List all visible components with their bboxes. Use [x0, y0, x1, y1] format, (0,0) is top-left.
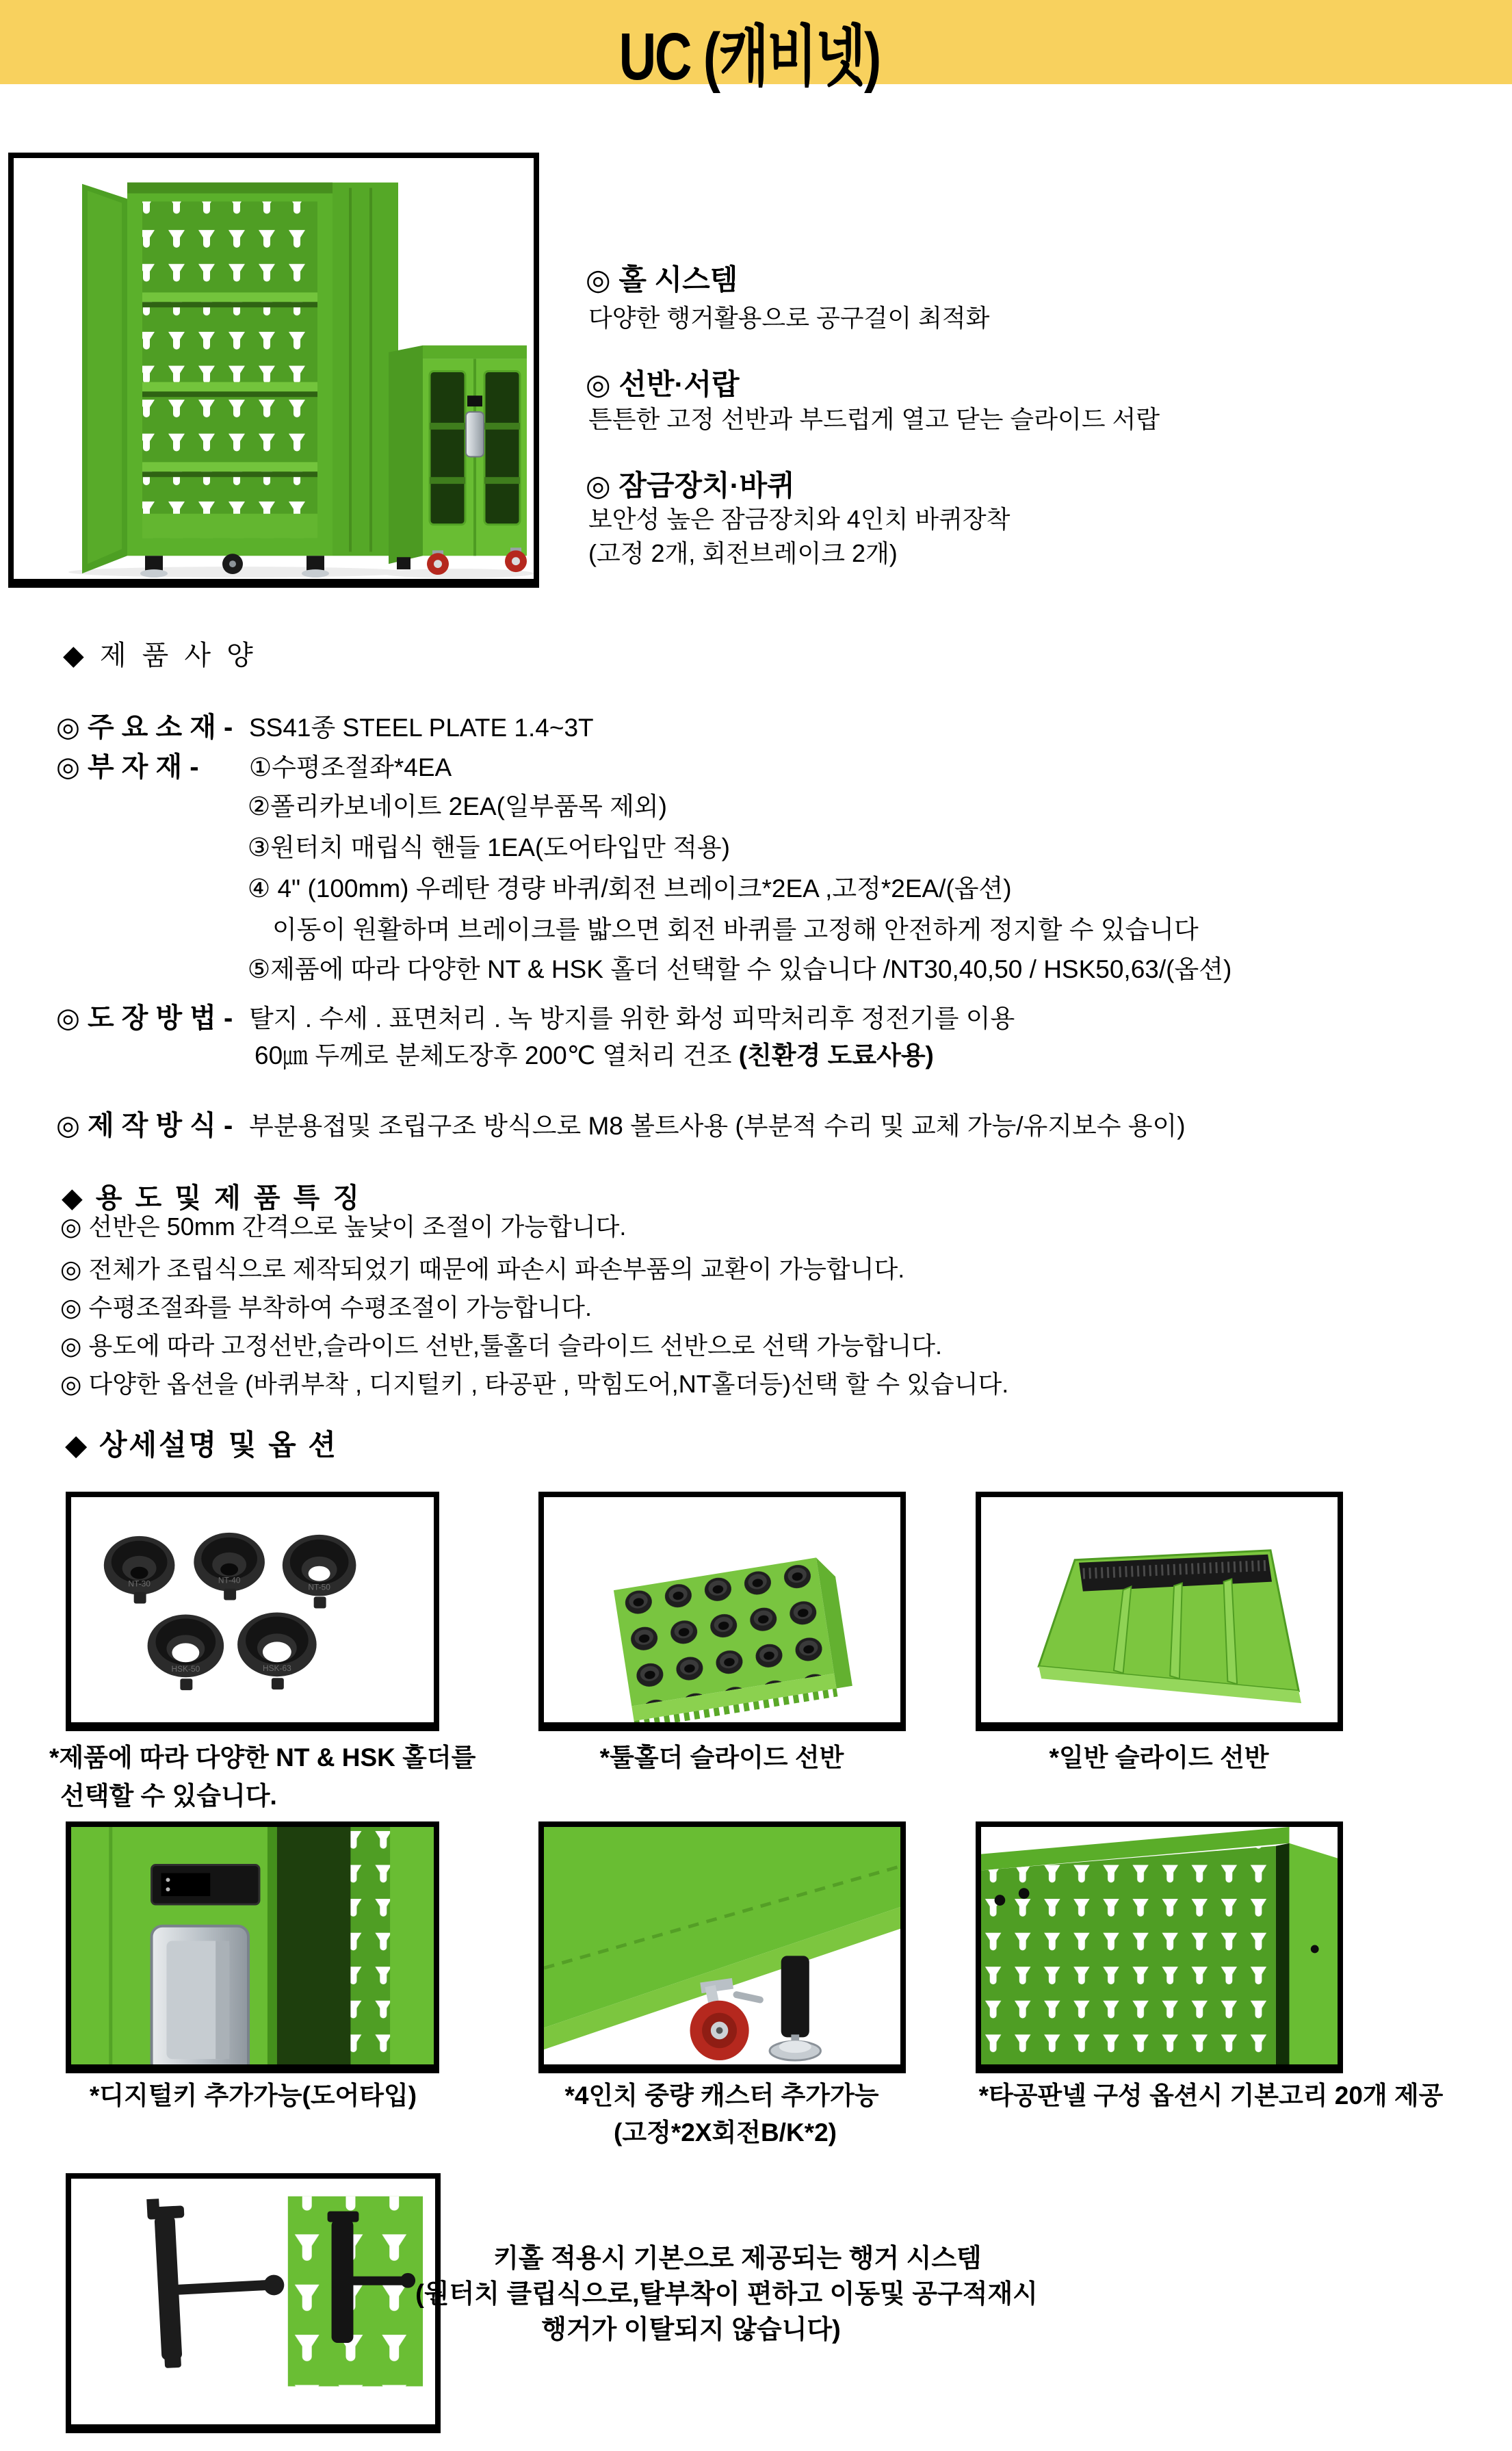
cabinet-illustration [14, 158, 534, 579]
hanger-text-line1: 키홀 적용시 기본으로 제공되는 행거 시스템 [493, 2244, 982, 2273]
tall-cabinet-illustration [68, 183, 410, 578]
nt-hsk-holders-illustration [71, 1497, 434, 1722]
main-product-image [8, 153, 539, 588]
spec-paint-line1: 탈지 . 수세 . 표면처리 . 녹 방지를 위한 화성 피막처리후 정전기를 이용 [249, 1004, 1015, 1033]
feature-title-lock-wheel: ◎ 잠금장치·바퀴 [586, 469, 795, 502]
spec-parts-item4b: 이동이 원활하며 브레이크를 밟으면 회전 바퀴를 고정해 안전하게 정지할 수 있습니다 [272, 916, 1199, 944]
keypad [152, 1865, 259, 1905]
feature-line: (고정 2개, 회전브레이크 2개) [588, 539, 898, 567]
spec-material-label: ◎ 주 요 소 재 - [56, 712, 233, 742]
spec-parts-label: ◎ 부 자 재 - [56, 752, 199, 782]
spec-parts-item1: ①수평조절좌*4EA [249, 753, 452, 781]
holder-label-nt40: NT-40 [218, 1575, 241, 1585]
holder-label-hsk63: HSK-63 [262, 1663, 291, 1674]
option-image-general-slide-shelf [976, 1492, 1343, 1731]
usage-bullet-4: ◎ 용도에 따라 고정선반,슬라이드 선반,툴홀더 슬라이드 선반으로 선택 가능합니다. [60, 1332, 943, 1360]
usage-bullet-2: ◎ 전체가 조립식으로 제작되었기 때문에 파손시 파손부품의 교환이 가능합니다. [60, 1255, 905, 1283]
spec-method-value: 부분용접및 조립구조 방식으로 M8 볼트사용 (부분적 수리 및 교체 가능/유지보수 용이) [249, 1112, 1186, 1140]
holder-label-nt30: NT-30 [128, 1579, 151, 1589]
caption-pegboard: *타공판넬 구성 옵션시 기본고리 20개 제공 [978, 2082, 1444, 2110]
page-title: UC (캐비넷) [618, 19, 880, 94]
toolholder-shelf-illustration [544, 1497, 900, 1722]
title-banner [0, 0, 1512, 94]
pegboard-panel-illustration [981, 1827, 1338, 2064]
caption-toolholder-shelf: *툴홀더 슬라이드 선반 [599, 1743, 844, 1772]
hanger-text-line2: (원터치 클립식으로,탈부착이 편하고 이동및 공구적재시 [415, 2280, 1038, 2309]
option-image-nt-hsk-holders [66, 1492, 439, 1731]
spec-paint-line2-bold: (친환경 도료사용) [738, 1041, 934, 1069]
holder-label-hsk50: HSK-50 [171, 1664, 200, 1674]
caption-nt-hsk-line1: *제품에 따라 다양한 NT & HSK 홀더를 [49, 1743, 476, 1772]
hanger-text-line3: 행거가 이탈되지 않습니다) [541, 2316, 841, 2344]
spec-parts-item2: ②폴리카보네이트 2EA(일부품목 제외) [248, 792, 667, 820]
option-image-toolholder-slide-shelf [538, 1492, 906, 1731]
feature-title-hole-system: ◎ 홀 시스템 [586, 263, 738, 296]
digital-key-illustration [71, 1827, 434, 2064]
general-shelf-illustration [981, 1497, 1338, 1722]
spec-parts-item3: ③원터치 매립식 핸들 1EA(도어타입만 적용) [248, 833, 730, 861]
options-heading: ◆ 상세설명 및 옵 션 [65, 1429, 338, 1461]
spec-method-label: ◎ 제 작 방 식 - [56, 1111, 233, 1141]
spec-material-value: SS41종 STEEL PLATE 1.4~3T [249, 714, 594, 742]
usage-bullet-1: ◎ 선반은 50mm 간격으로 높낮이 조절이 가능합니다. [60, 1212, 627, 1241]
usage-heading: ◆ 용 도 및 제 품 특 징 [62, 1183, 363, 1213]
spec-material-row [56, 712, 594, 743]
caster-illustration [544, 1827, 900, 2064]
spec-heading: ◆ 제 품 사 양 [63, 640, 257, 671]
usage-bullet-3: ◎ 수평조절좌를 부착하여 수평조절이 가능합니다. [60, 1293, 592, 1321]
spec-parts-item5: ⑤제품에 따라 다양한 NT & HSK 홀더 선택할 수 있습니다 /NT30,40,50 / HSK50,63/(옵션) [248, 955, 1232, 983]
short-cabinet-illustration [383, 346, 534, 578]
spec-paint-row [56, 1002, 1015, 1034]
spec-parts-item4: ④ 4" (100mm) 우레탄 경량 바퀴/회전 브레이크*2EA ,고정*2EA/(옵션) [248, 874, 1012, 903]
spec-paint-label: ◎ 도 장 방 법 - [56, 1003, 233, 1033]
spec-method-row [56, 1110, 1186, 1141]
feature-line: 다양한 행거활용으로 공구걸이 최적화 [588, 304, 990, 332]
option-image-caster [538, 1821, 906, 2073]
usage-bullet-5: ◎ 다양한 옵션을 (바퀴부착 , 디지털키 , 타공판 , 막힘도어,NT홀더등)선택 할 수 있습니다. [60, 1370, 1009, 1398]
feature-title-shelf-drawer: ◎ 선반·서랍 [586, 368, 740, 400]
option-image-pegboard-panel [976, 1821, 1343, 2073]
spec-paint-line2: 60㎛ 두께로 분체도장후 200℃ 열처리 건조 [255, 1041, 739, 1069]
hanger-on-pegboard [288, 2196, 423, 2387]
caption-caster-line1: *4인치 중량 캐스터 추가가능 [564, 2082, 879, 2110]
hanger-system-image [66, 2173, 441, 2433]
option-image-digital-key [66, 1821, 439, 2073]
door-handle [152, 1926, 248, 2064]
holder-label-nt50: NT-50 [308, 1582, 330, 1592]
caption-caster-line2: (고정*2X회전B/K*2) [614, 2118, 837, 2147]
general-shelf-tray [1039, 1551, 1301, 1703]
hanger-illustration [71, 2179, 435, 2424]
feature-line: 튼튼한 고정 선반과 부드럽게 열고 닫는 슬라이드 서랍 [588, 405, 1160, 433]
caption-general-shelf: *일반 슬라이드 선반 [1049, 1743, 1269, 1772]
caption-digital-key: *디지털키 추가가능(도어타입) [89, 2082, 417, 2110]
caption-nt-hsk-line2: 선택할 수 있습니다. [60, 1782, 277, 1810]
spec-parts-row [56, 751, 452, 783]
feature-line: 보안성 높은 잠금장치와 4인치 바퀴장착 [588, 505, 1011, 533]
spec-paint-row2 [255, 1041, 934, 1071]
